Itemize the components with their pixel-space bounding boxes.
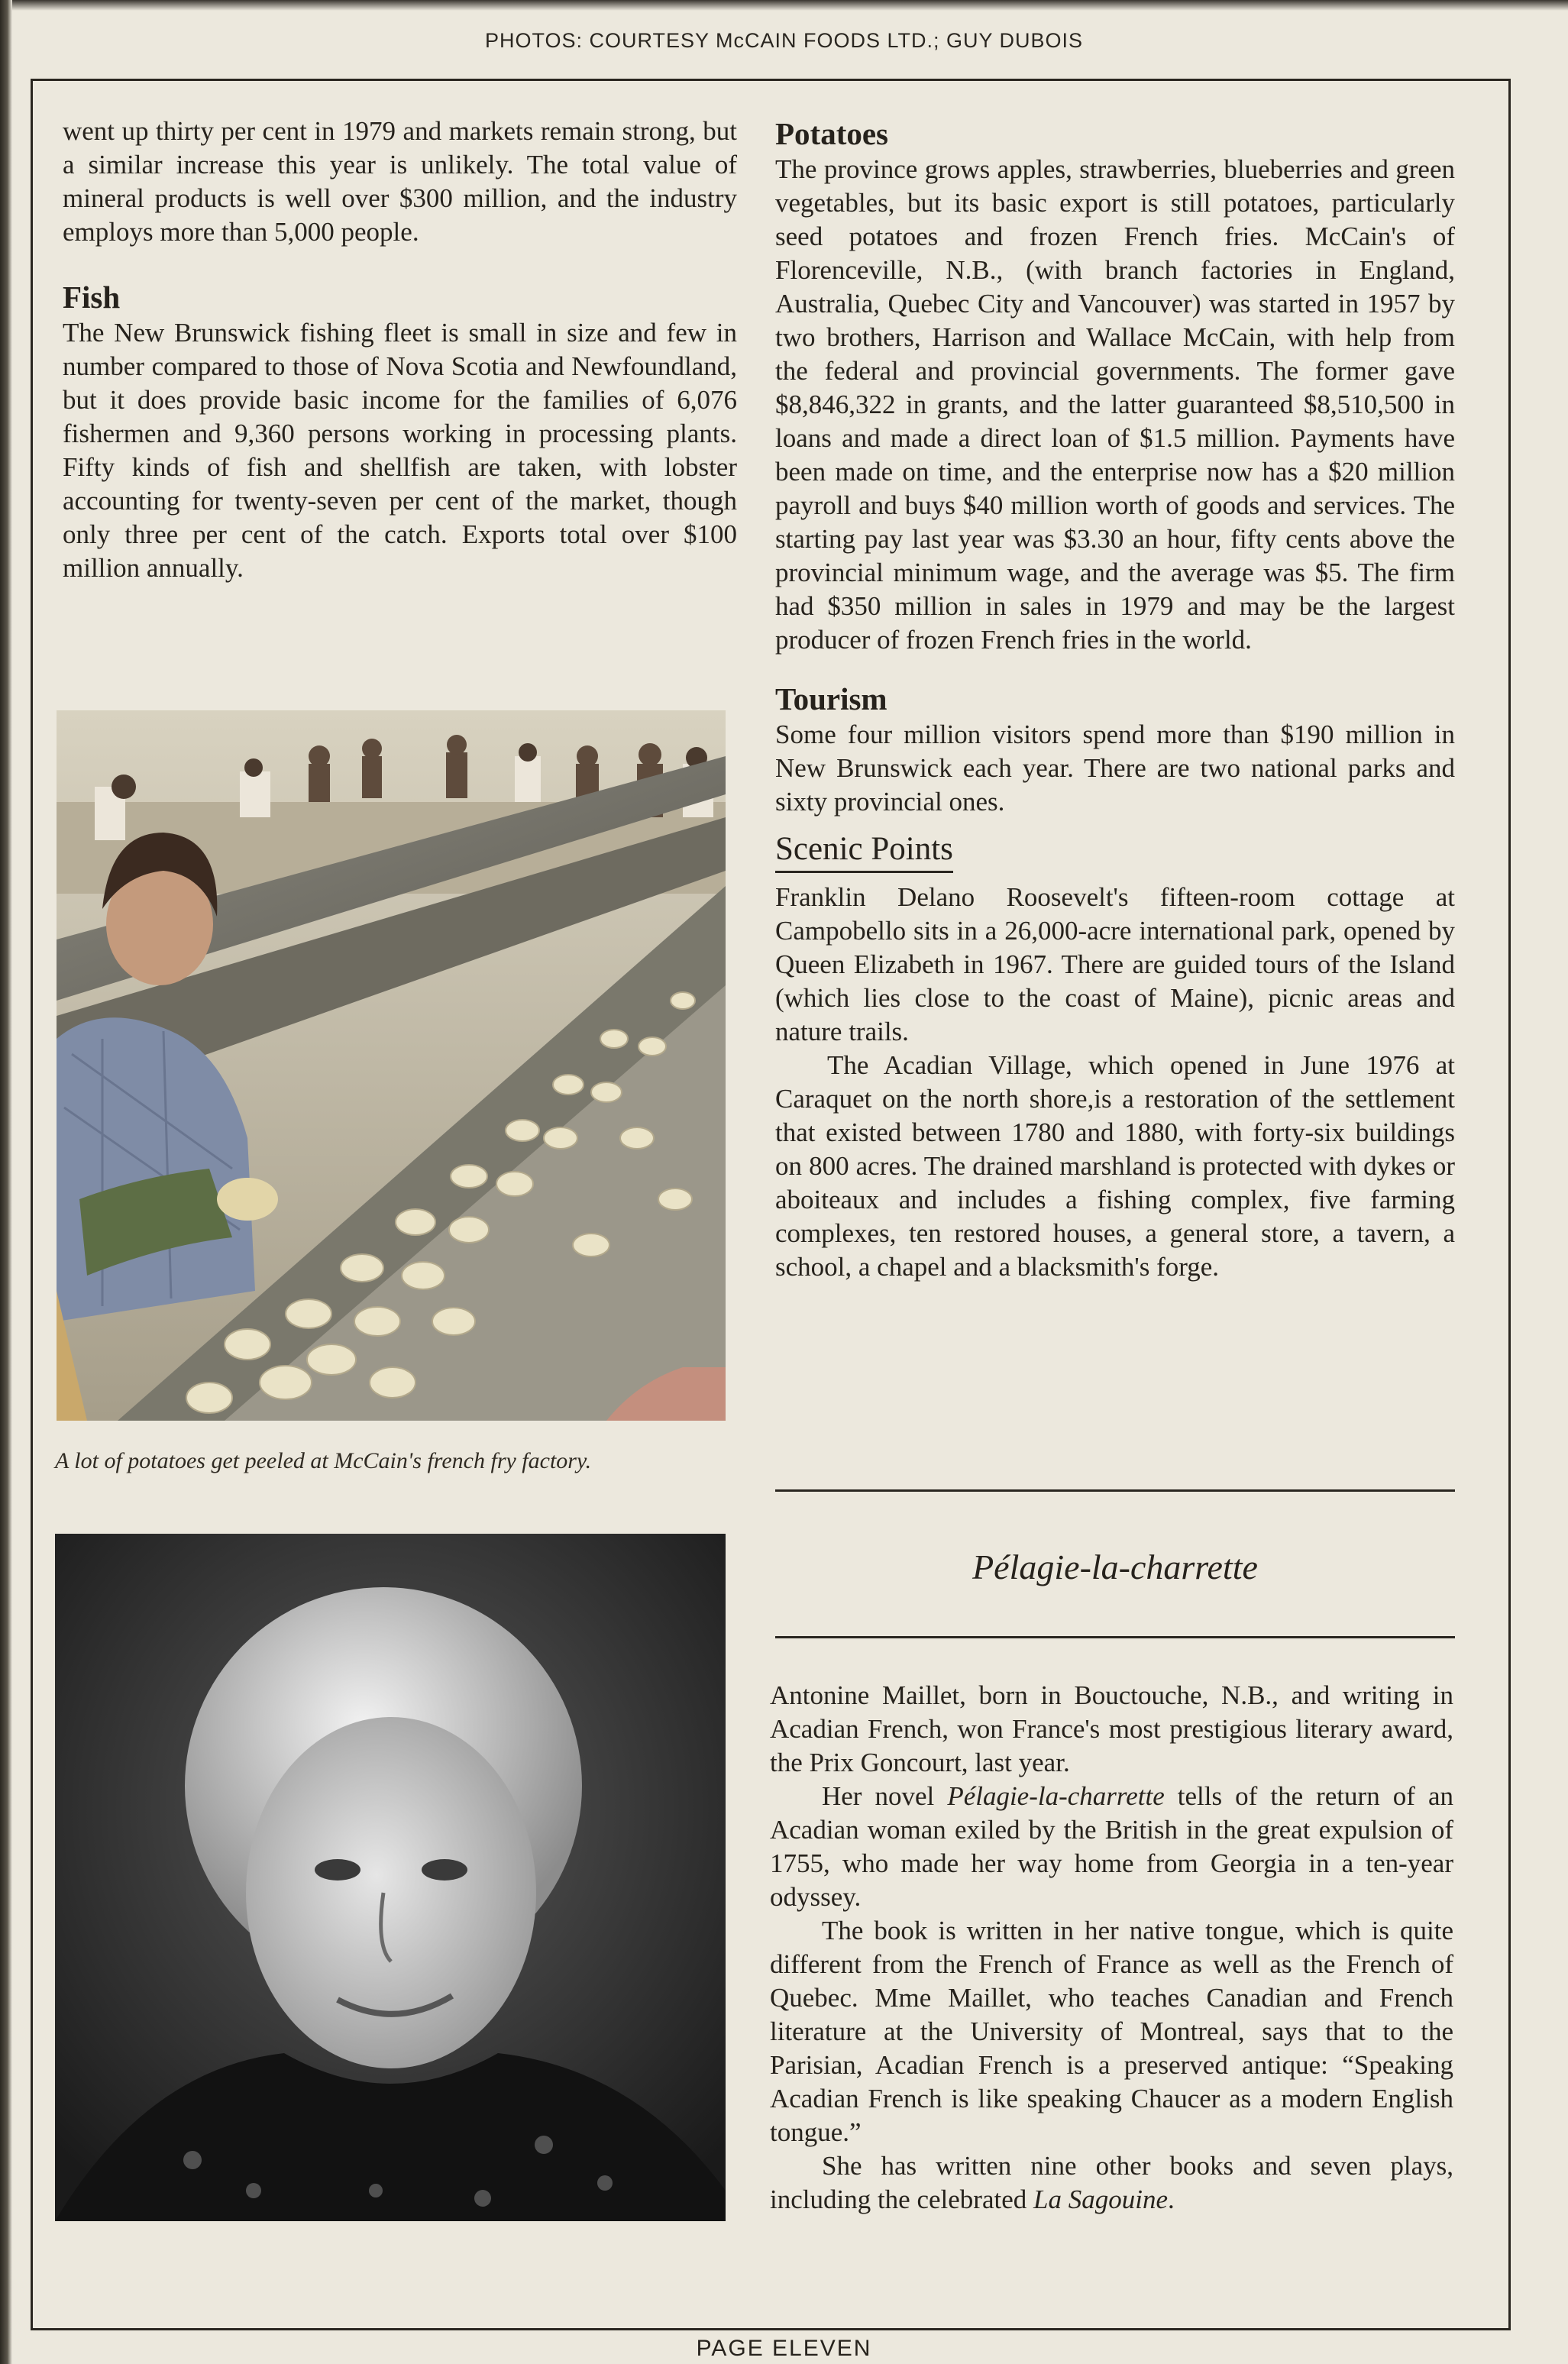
pelagie-paragraph-2: Her novel Pélagie-la-charrette tells of the return of an Acadian woman exiled by the British in the great expulsion of 1755, who made her way home from Georgia in a ten-year odyssey. bbox=[770, 1781, 1453, 1912]
pelagie-paragraph-3: The book is written in her native tongue, which is quite different from the French of France as well as the French of Quebec. Mme Maillet, who teaches Canadian and French literature at the University of Montreal, says that to the Parisian, Acadian French is a preserved antique: “Speaking Acadian French is like speaking Chaucer as a modern English tongue.” bbox=[770, 1916, 1453, 2147]
antonine-maillet-portrait bbox=[55, 1534, 726, 2221]
pelagie-paragraph-1: Antonine Maillet, born in Bouctouche, N.B., and writing in Acadian French, won France's most prestigious literary award, the Prix Goncourt, last year. bbox=[770, 1680, 1453, 1777]
scenic-paragraph-1: Franklin Delano Roosevelt's fifteen-room cottage at Campobello sits in a 26,000-acre international park, opened by Queen Elizabeth in 1967. There are guided tours of the Island (which lies close to the coast of Maine), picnic areas and nature trails. bbox=[775, 882, 1455, 1046]
potato-factory-photo bbox=[57, 710, 726, 1421]
fish-paragraph: The New Brunswick fishing fleet is small in size and few in number compared to those of Nova Scotia and Newfoundland, but it does provide basic income for the families of 6,076 fishermen and 9,360 persons working in processing plants. Fifty kinds of fish and shellfish are taken, with lobster accounting for twenty-seven per cent of the market, though only three per cent of the catch. Exports total over $100 million annually. bbox=[63, 318, 737, 583]
tourism-paragraph: Some four million visitors spend more than $190 million in New Brunswick each year. There are two national parks and sixty provincial ones. bbox=[775, 720, 1455, 817]
pelagie-title: Pélagie-la-charrette bbox=[972, 1547, 1258, 1586]
pelagie-paragraph-4: She has written nine other books and seven plays, including the celebrated La Sagouine. bbox=[770, 2151, 1453, 2214]
photo-credit: PHOTOS: COURTESY McCAIN FOODS LTD.; GUY DUBOIS bbox=[484, 29, 1084, 52]
page-top-edge bbox=[0, 0, 1568, 11]
page-binding-edge bbox=[0, 0, 12, 2364]
tourism-heading: Tourism bbox=[775, 681, 887, 716]
scenic-points-heading: Scenic Points bbox=[775, 830, 953, 873]
potatoes-paragraph: The province grows apples, strawberries, blueberries and green vegetables, but its basic export is still potatoes, particularly seed potatoes and frozen French fries. McCain's of Florenceville, N.B., (with branch factories in England, Australia, Quebec City and Vancouver) was started in 1957 by two brothers, Harrison and Wallace McCain, with help from the federal and provincial governments. The former gave $8,846,322 in grants, and the latter guaranteed $8,510,500 in loans and made a direct loan of $1.5 million. Payments have been made on time, and the enterprise now has a $20 million payroll and buys $40 million worth of goods and services. The starting pay last year was $3.30 an hour, fifty cents above the provincial minimum wage, and the average was $5. The firm had $350 million in sales in 1979 and may be the largest producer of frozen French fries in the world. bbox=[775, 154, 1455, 655]
potatoes-heading: Potatoes bbox=[775, 116, 889, 151]
section-rule-top bbox=[775, 1489, 1455, 1492]
potato-photo-caption: A lot of potatoes get peeled at McCain's french fry factory. bbox=[55, 1448, 592, 1473]
novel-title: Pélagie-la-charrette bbox=[947, 1781, 1165, 1811]
fish-heading: Fish bbox=[63, 280, 121, 315]
section-rule-bottom bbox=[775, 1636, 1455, 1638]
la-sagouine-title: La Sagouine bbox=[1033, 2185, 1168, 2214]
pelagie-section bbox=[770, 1679, 1453, 2217]
page-number-footer: PAGE ELEVEN bbox=[696, 2336, 872, 2361]
potato-factory-illustration bbox=[57, 710, 726, 1421]
scenic-paragraph-2: The Acadian Village, which opened in June 1976 at Caraquet on the north shore,is a restoration of the settlement that existed between 1780 and 1880, with forty-six buildings on 800 acres. The drained marshland is protected with dykes or aboiteaux and includes a fishing complex, five farming complexes, ten restored houses, a general store, a tavern, a school, a chapel and a blacksmith's forge. bbox=[775, 1050, 1455, 1282]
portrait-illustration bbox=[55, 1534, 726, 2221]
left-column bbox=[63, 115, 737, 585]
right-column bbox=[775, 115, 1455, 1284]
mineral-intro-paragraph: went up thirty per cent in 1979 and markets remain strong, but a similar increase this year is unlikely. The total value of mineral products is well over $300 million, and the industry employs more than 5,000 people. bbox=[63, 116, 737, 247]
